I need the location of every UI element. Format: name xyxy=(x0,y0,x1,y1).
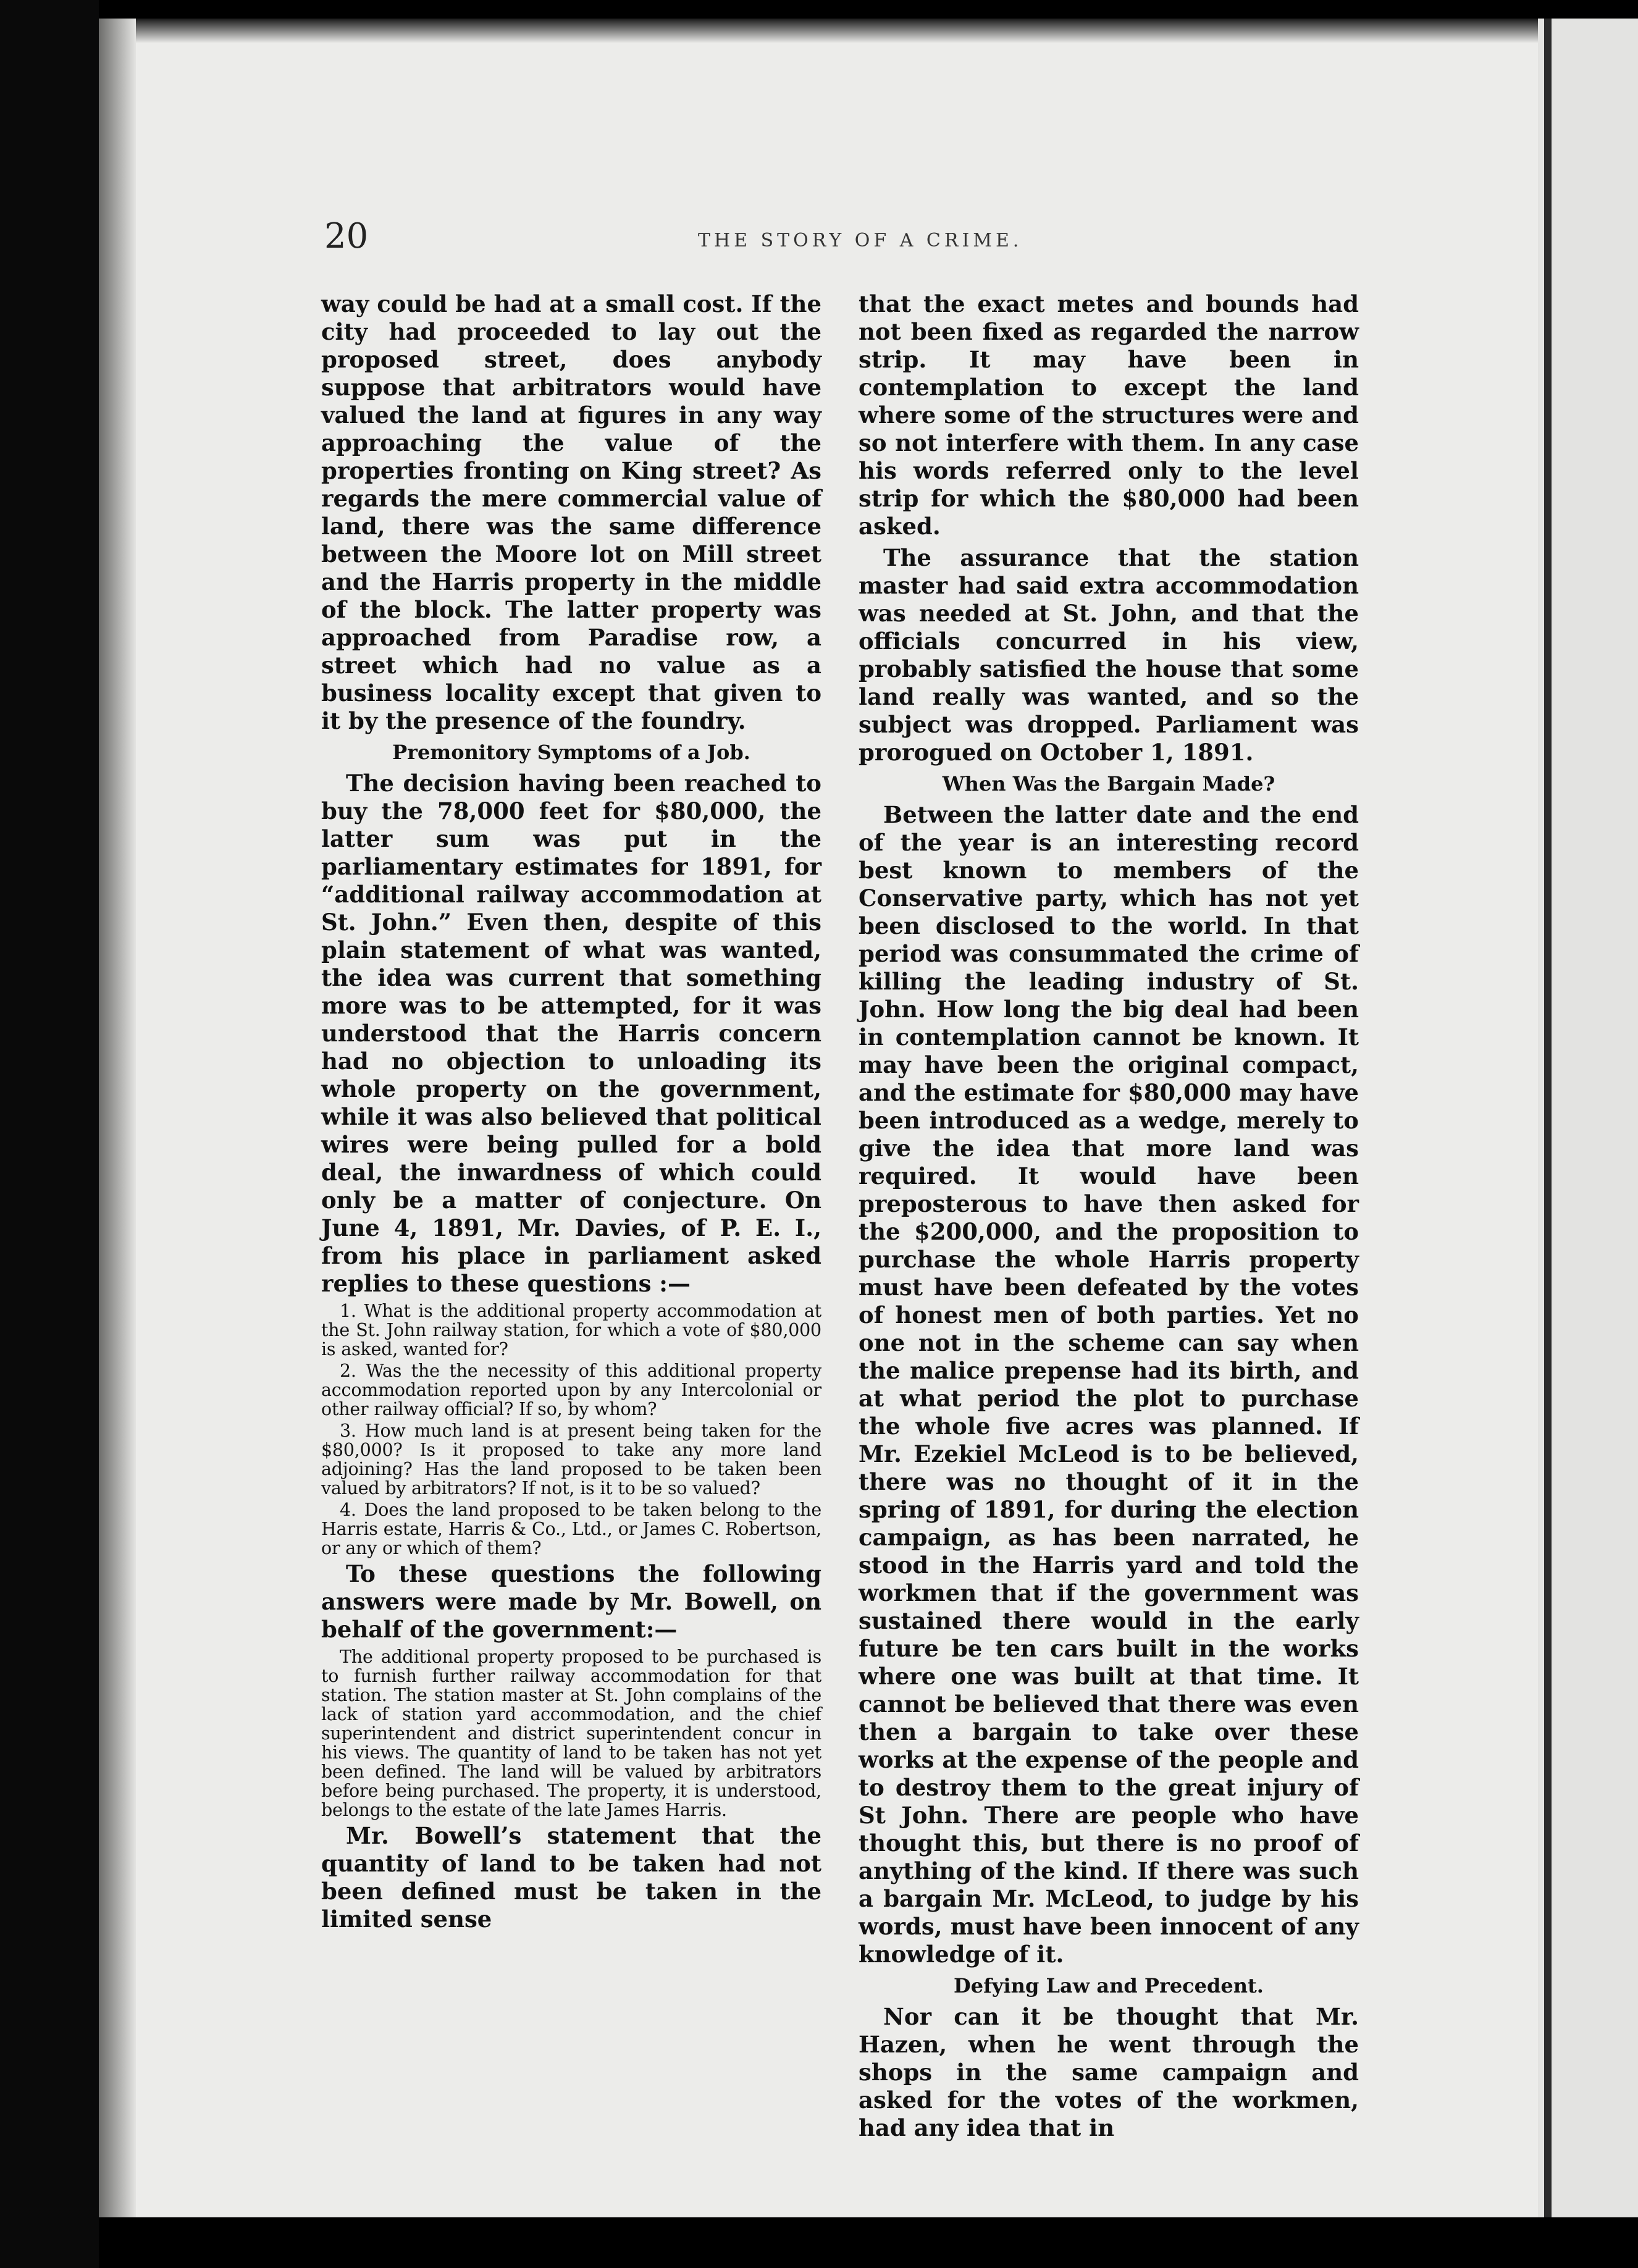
section-heading: When Was the Bargain Made? xyxy=(942,772,1275,796)
adjacent-page-edge xyxy=(1538,19,1638,2217)
quoted-text: The additional property proposed to be purchased is to furnish further railway accommodation for that station. The station master at St. John complains of the lack of station yard accommodation, and the chief superintendent and district superintendent concur in his views. The quantity of land to be taken has not yet been defined. The land will be valued by arbitrators before being purchased. The property, it is understood, belongs to the estate of the late James Harris. xyxy=(321,1647,821,1820)
body-paragraph: that the exact metes and bounds had not been fixed as regarded the narrow strip. It may have been in contemplation to except the land where some of the structures were and so not interfere with them. In any case his words referred only to the level strip for which the $80,000 had been asked. xyxy=(859,290,1359,540)
page-header xyxy=(324,216,1035,259)
quoted-text: 2. Was the the necessity of this additional property accommodation reported upon by any Intercolonial or other railway official? If so, by whom? xyxy=(321,1361,821,1419)
body-paragraph: Nor can it be thought that Mr. Hazen, when he went through the shops in the same campaign and asked for the votes of the workmen, had any idea that in xyxy=(859,2003,1359,2141)
section-heading: Premonitory Symptoms of a Job. xyxy=(392,741,750,764)
quoted-text: 4. Does the land proposed to be taken belong to the Harris estate, Harris & Co., Ltd., or James C. Robertson, or any or which of them? xyxy=(321,1500,821,1558)
quoted-text: 1. What is the additional property accommodation at the St. John railway station, for which a vote of $80,000 is asked, wanted for? xyxy=(321,1301,821,1359)
page-gutter xyxy=(1544,19,1552,2217)
page-top-shadow xyxy=(99,19,1538,43)
quoted-text: 3. How much land is at present being taken for the $80,000? Is it proposed to take any more land adjoining? Has the land proposed to be taken been valued by arbitrators? If not, is it to be so valued? xyxy=(321,1421,821,1498)
left-text-column xyxy=(321,290,821,1937)
body-paragraph: The assurance that the station master had said extra accommodation was needed at St. John, and that the officials concurred in his view, probably satisfied the house that some land really was wanted, and so the subject was dropped. Parliament was prorogued on October 1, 1891. xyxy=(859,544,1359,766)
section-heading: Defying Law and Precedent. xyxy=(954,1974,1264,1997)
body-paragraph: To these questions the following answers were made by Mr. Bowell, on behalf of the government:— xyxy=(321,1560,821,1643)
body-paragraph: Between the latter date and the end of the year is an interesting record best known to members of the Conservative party, which has not yet been disclosed to the world. In that period was consummated the crime of killing the leading industry of St. John. How long the big deal had been in contemplation cannot be known. It may have been the original compact, and the estimate for $80,000 may have been introduced as a wedge, merely to give the idea that more land was required. It would have been preposterous to have then asked for the $200,000, and the proposition to purchase the whole Harris property must have been defeated by the votes of honest men of both parties. Yet no one not in the scheme can say when the malice prepense had its birth, and at what period the plot to purchase the whole five acres was planned. If Mr. Ezekiel McLeod is to be believed, there was no thought of it in the spring of 1891, for during the election campaign, as has been narrated, he stood in the Harris yard and told the workmen that if the government was sustained there would in the early future be ten cars built in the works where one was built at that time. It cannot be believed that there was even then a bargain to take over these works at the expense of the people and to destroy them to the great injury of St John. There are people who have thought this, but there is no proof of anything of the kind. If there was such a bargain Mr. McLeod, to judge by his words, must have been innocent of any knowledge of it. xyxy=(859,801,1359,1968)
page-binding-shadow xyxy=(99,19,136,2217)
body-paragraph: The decision having been reached to buy the 78,000 feet for $80,000, the latter sum was put in the parliamentary estimates for 1891, for “additional railway accommodation at St. John.” Even then, despite of this plain statement of what was wanted, the idea was current that something more was to be attempted, for it was understood that the Harris concern had no objection to unloading its whole property on the government, while it was also believed that political wires were being pulled for a bold deal, the inwardness of which could only be a matter of conjecture. On June 4, 1891, Mr. Davies, of P. E. I., from his place in parliament asked replies to these questions :— xyxy=(321,770,821,1297)
page-number: 20 xyxy=(324,216,369,256)
body-paragraph: way could be had at a small cost. If the city had proceeded to lay out the proposed street, does anybody suppose that arbitrators would have valued the land at figures in any way approaching the value of the properties fronting on King street? As regards the mere commercial value of land, there was the same difference between the Moore lot on Mill street and the Harris property in the middle of the block. The latter property was approached from Paradise row, a street which had no value as a business locality except that given to it by the presence of the foundry. xyxy=(321,290,821,734)
scan-border xyxy=(0,0,99,2268)
right-text-column xyxy=(859,290,1359,2146)
body-paragraph: Mr. Bowell’s statement that the quantity of land to be taken had not been defined must be taken in the limited sense xyxy=(321,1822,821,1933)
running-head: THE STORY OF A CRIME. xyxy=(698,230,1023,251)
